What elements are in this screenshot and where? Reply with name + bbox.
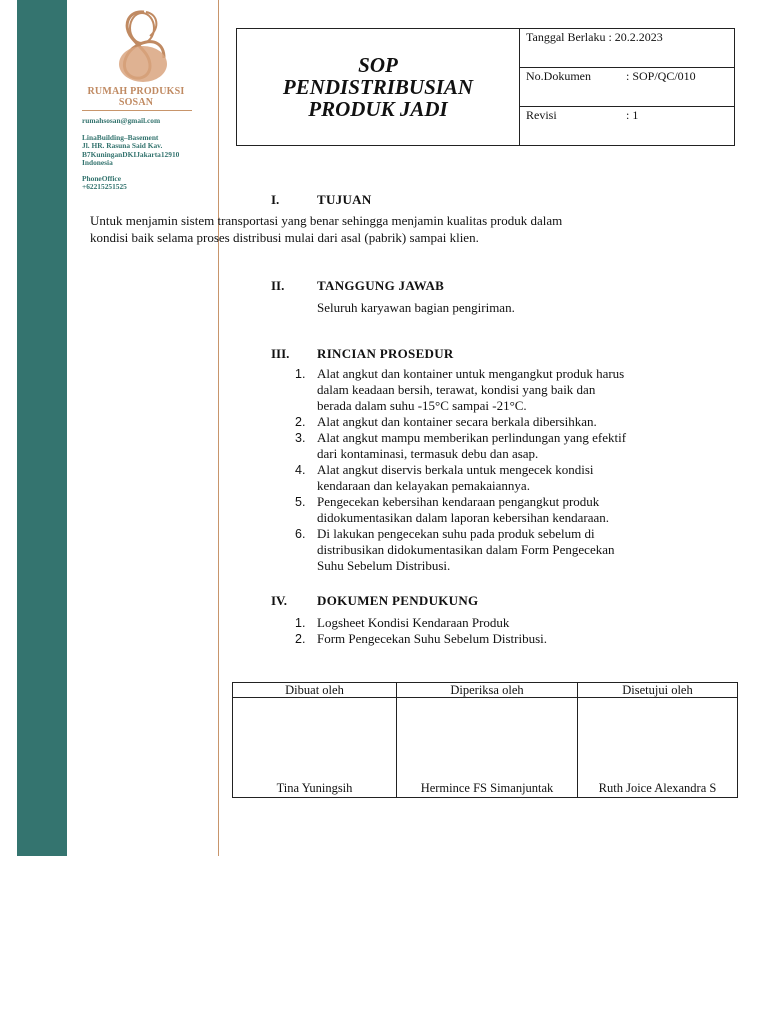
list-item-line: Di lakukan pengecekan suhu pada produk sebelum di: [317, 526, 595, 541]
list-item-line: dari kontaminasi, termasuk debu dan asap.: [317, 446, 539, 461]
tujuan-paragraph: [90, 212, 562, 246]
section-number: I.: [271, 192, 280, 207]
signature-header-created: Dibuat oleh: [233, 683, 397, 698]
brand-name: [74, 86, 198, 108]
list-item-line: Alat angkut dan kontainer secara berkala dibersihkan.: [317, 414, 597, 429]
section-number: II.: [271, 278, 285, 293]
list-item-line: Logsheet Kondisi Kendaraan Produk: [317, 615, 510, 630]
list-item-line: kendaraan dan kelayakan pemakaiannya.: [317, 478, 530, 493]
list-item-number: 1.: [295, 367, 306, 381]
list-item-number: 4.: [295, 463, 306, 477]
signature-name-created: Tina Yuningsih: [233, 698, 397, 798]
list-item-line: Alat angkut mampu memberikan perlindungan yang efektif: [317, 430, 627, 445]
list-item-number: 6.: [295, 527, 306, 541]
brand-rule: [82, 110, 192, 111]
list-item-number: 2.: [295, 415, 306, 429]
list-item-line: didokumentasikan dalam laporan kebersihan kendaraan.: [317, 510, 610, 525]
tanggung-jawab-text: Seluruh karyawan bagian pengiriman.: [317, 300, 515, 315]
list-item-line: Pengecekan kebersihan kendaraan pengangkut produk: [317, 494, 600, 509]
list-item-line: Form Pengecekan Suhu Sebelum Distribusi.: [317, 631, 548, 646]
document-number-label: No.Dokumen: [526, 69, 591, 83]
contact-phone: [82, 175, 127, 192]
signature-header-approved: Disetujui oleh: [578, 683, 738, 698]
address-line: B7KuninganDKIJakarta12910: [82, 149, 180, 159]
signature-name-approved: Ruth Joice Alexandra S: [578, 698, 738, 798]
list-item-line: Alat angkut dan kontainer untuk mengangkut produk harus: [317, 366, 625, 381]
contact-address: [82, 134, 179, 167]
revision-value: : 1: [626, 108, 639, 122]
vertical-divider: [218, 0, 219, 856]
document-number-value: : SOP/QC/010: [626, 69, 696, 83]
contact-email: [82, 117, 160, 125]
section-title: TANGGUNG JAWAB: [317, 278, 445, 293]
address-line: Jl. HR. Rasuna Said Kav.: [82, 141, 163, 151]
supporting-documents-list: [291, 615, 691, 647]
list-item-line: Alat angkut diservis berkala untuk mengecek kondisi: [317, 462, 594, 477]
section-title: DOKUMEN PENDUKUNG: [317, 593, 479, 608]
section-number: III.: [271, 346, 290, 361]
brand-line-2: SOSAN: [118, 97, 154, 108]
phone-number: +62215251525: [82, 182, 127, 192]
list-item-number: 2.: [295, 632, 306, 646]
sidebar-band: [17, 0, 67, 856]
signature-name-checked: Hermince FS Simanjuntak: [397, 698, 578, 798]
list-item: [291, 430, 691, 462]
procedure-list: [291, 366, 691, 574]
list-item: [291, 526, 691, 574]
list-item-number: 3.: [295, 431, 306, 445]
revision-label: Revisi: [526, 108, 557, 122]
list-item: [291, 494, 691, 526]
list-item-line: distribusikan didokumentasikan dalam Form Pengecekan: [317, 542, 615, 557]
brand-line-1: RUMAH PRODUKSI: [87, 86, 185, 97]
address-line: Indonesia: [82, 157, 113, 167]
brand-logo-icon: [110, 8, 174, 84]
list-item-number: 5.: [295, 495, 306, 509]
paragraph-line: kondisi baik selama proses distribusi mulai dari asal (pabrik) sampai klien.: [90, 230, 479, 245]
list-item-line: Suhu Sebelum Distribusi.: [317, 558, 451, 573]
document-title: [237, 29, 520, 146]
paragraph-line: Untuk menjamin sistem transportasi yang benar sehingga menjamin kualitas produk dalam: [90, 213, 563, 228]
section-title: RINCIAN PROSEDUR: [317, 346, 454, 361]
address-line: LinaBuilding–Basement: [82, 133, 159, 142]
section-number: IV.: [271, 593, 288, 608]
section-title: TUJUAN: [317, 192, 372, 207]
email-text: rumahsosan@gmail.com: [82, 116, 161, 125]
signature-table: [232, 682, 738, 798]
list-item: [291, 462, 691, 494]
title-line: PRODUK JADI: [308, 97, 448, 121]
list-item-number: 1.: [295, 616, 306, 630]
list-item-line: dalam keadaan bersih, terawat, kondisi yang baik dan: [317, 382, 596, 397]
effective-date: Tanggal Berlaku : 20.2.2023: [526, 30, 663, 44]
title-line: PENDISTRIBUSIAN: [282, 75, 474, 99]
revision-cell: [520, 107, 735, 146]
list-item-line: berada dalam suhu -15°C sampai -21°C.: [317, 398, 527, 413]
list-item: [291, 631, 691, 647]
document-number-cell: [520, 68, 735, 107]
document-header-table: [236, 28, 735, 146]
title-line: SOP: [358, 53, 398, 77]
effective-date-cell: [520, 29, 735, 68]
signature-header-checked: Diperiksa oleh: [397, 683, 578, 698]
list-item: [291, 615, 691, 631]
list-item: [291, 366, 691, 414]
list-item: [291, 414, 691, 430]
phone-label: PhoneOffice: [82, 174, 121, 183]
